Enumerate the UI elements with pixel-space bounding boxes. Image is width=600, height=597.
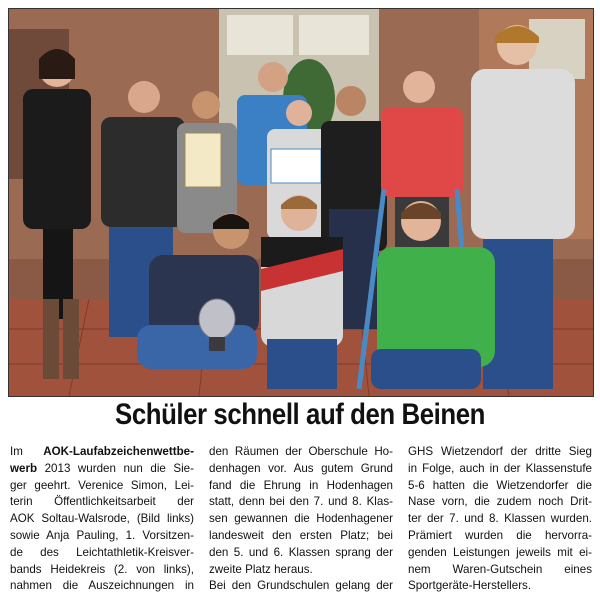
article-line: den Räumen der Oberschule Ho- (209, 445, 393, 458)
article-line: GHS Wietzendorf der dritte Sieg (408, 445, 592, 458)
article-line: landesweit den ersten Platz; bei (209, 528, 393, 542)
article-line: ger geehrt. Verenice Simon, Lei- (10, 478, 194, 492)
article-line: in Folge, auch in der Klassenstufe (408, 461, 592, 475)
article-line: terin Öffentlichkeitsarbeit der (10, 495, 194, 509)
article-line: Prämiert wurden die hervorra- (408, 528, 592, 542)
article-line: Im AOK-Laufabzeichenwettbe- (10, 445, 194, 458)
article-line: statt, denn bei den 7. und 8. Klas- (209, 495, 393, 509)
article-line: den 5. und 6. Klassen sprang der (209, 545, 393, 559)
article-column-2 (209, 444, 393, 595)
article-line: ter der 7. und 8. Klassen wurden. (408, 512, 592, 526)
article-headline: Schüler schnell auf den Beinen (115, 398, 485, 431)
article-line: AOK Soltau-Walsrode, (Bild links) (10, 512, 194, 526)
article-column-3 (408, 444, 592, 595)
article-line: Sportgeräte-Herstellers. (408, 579, 532, 593)
article-column-1 (10, 444, 194, 595)
article-line: de des Leichtathletik-Kreisver- (10, 545, 194, 559)
article-body (10, 444, 592, 595)
article-line: Bei den Grundschulen gelang der (209, 579, 393, 593)
article-line: sowie Anja Pauling, 1. Vorsitzen- (10, 528, 194, 542)
article-line: nem Waren-Gutschein eines (408, 562, 592, 576)
article-line: denhagen vor. Aus gutem Grund (209, 461, 393, 475)
article-line: fand die Ehrung in Hodenhagen (209, 478, 393, 492)
article-line: Nase vorn, die zudem noch Drit- (408, 495, 592, 509)
article-line: bands Heidekreis (2. von links), (10, 562, 194, 576)
article-line: genden Leistungen jeweils mit ei- (408, 545, 592, 559)
article-line: werb 2013 wurden nun die Sie- (10, 461, 194, 475)
article-line: 5-6 hatten die Wietzendorfer die (408, 478, 592, 492)
article-line: zweite Platz heraus. (209, 562, 313, 576)
group-photo-illustration (9, 9, 593, 396)
article-line: nahmen die Auszeichnungen in (10, 579, 194, 593)
article-line: sen gewannen die Hodenhagener (209, 512, 393, 526)
group-photo (8, 8, 594, 397)
